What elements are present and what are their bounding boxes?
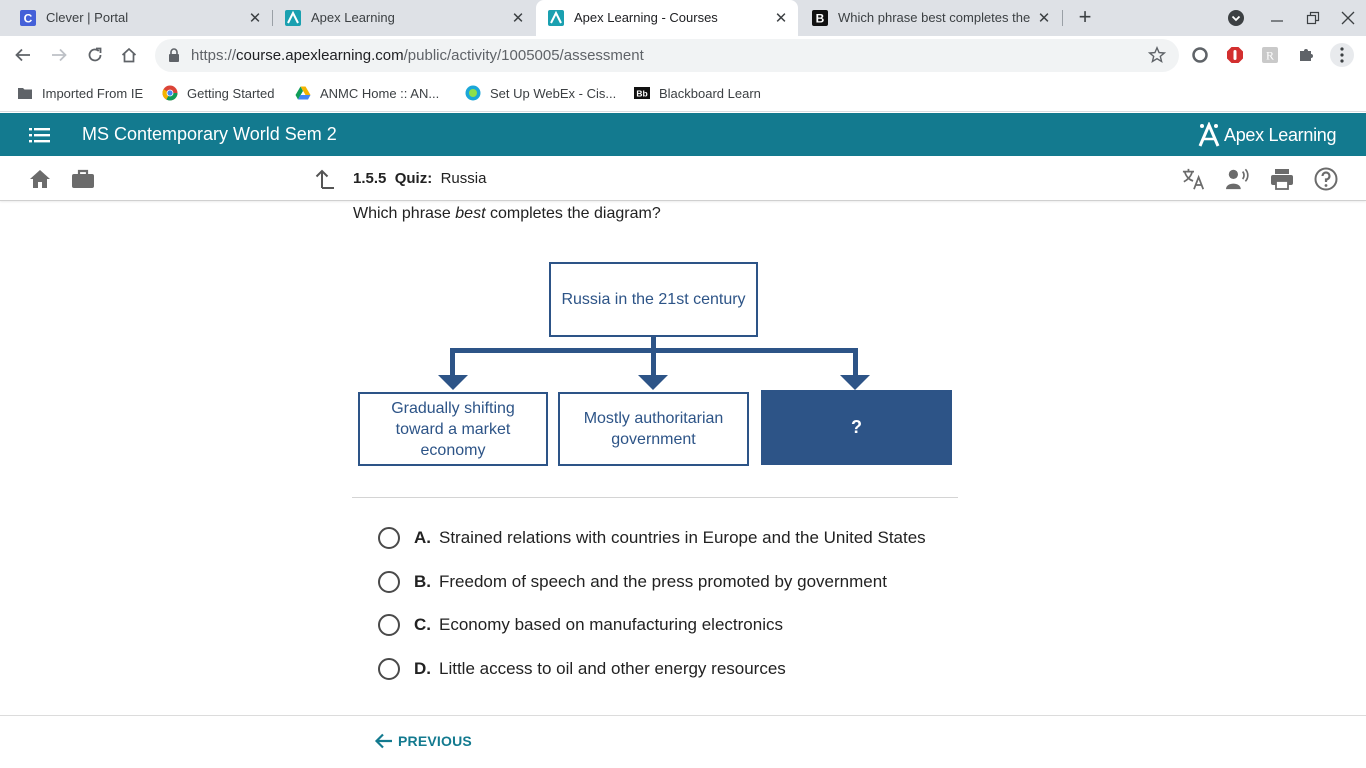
arrow-left-icon xyxy=(374,732,394,750)
radio-button[interactable] xyxy=(378,571,400,593)
tab-brainly-question[interactable] xyxy=(800,0,1062,36)
answer-text: Strained relations with countries in Europe and the United States xyxy=(439,528,926,547)
answer-option-a[interactable] xyxy=(378,525,926,551)
home-icon[interactable] xyxy=(118,44,140,66)
menu-icon[interactable] xyxy=(29,126,51,144)
apex-favicon-icon xyxy=(285,10,301,26)
tab-close-icon[interactable]: ✕ xyxy=(511,10,525,27)
bookmark-blackboard[interactable] xyxy=(634,84,761,102)
previous-button[interactable] xyxy=(374,732,472,750)
answer-letter: A. xyxy=(414,528,431,547)
tab-clever-portal[interactable] xyxy=(8,0,270,36)
answer-letter: D. xyxy=(414,659,431,678)
question-emphasis: best xyxy=(455,205,486,222)
svg-text:Bb: Bb xyxy=(636,88,648,99)
course-title: MS Contemporary World Sem 2 xyxy=(82,124,337,144)
svg-text:C: C xyxy=(23,11,33,26)
apex-logo-mark-icon xyxy=(1198,122,1220,148)
bookmark-webex[interactable] xyxy=(465,84,616,102)
activity-kind: Quiz: xyxy=(394,170,433,187)
minimize-icon[interactable] xyxy=(1267,8,1287,28)
browser-tab-strip xyxy=(0,0,1366,36)
activity-title xyxy=(353,170,486,187)
folder-icon xyxy=(17,85,33,101)
radio-button[interactable] xyxy=(378,614,400,636)
diagram-unknown-box: ? xyxy=(761,390,952,465)
bookmark-imported-from-ie[interactable] xyxy=(17,84,143,102)
apex-learning-logo[interactable] xyxy=(1198,122,1336,148)
help-icon[interactable] xyxy=(1314,167,1338,191)
activity-toolbar xyxy=(0,156,1366,201)
tab-separator xyxy=(1062,10,1063,26)
radio-button[interactable] xyxy=(378,527,400,549)
url-text: https://course.apexlearning.com/public/activity/1005005/assessment xyxy=(191,47,644,64)
r-extension-icon[interactable] xyxy=(1259,44,1281,66)
answer-option-b[interactable] xyxy=(378,569,887,595)
brainly-favicon-icon xyxy=(812,10,828,26)
logo-text: Apex Learning xyxy=(1224,124,1337,145)
tab-title: Which phrase best completes the xyxy=(838,10,1030,25)
diagram-top-box: Russia in the 21st century xyxy=(549,262,758,337)
bookmark-label: Getting Started xyxy=(187,85,275,101)
activity-number: 1.5.5 xyxy=(353,170,387,187)
clever-favicon-icon xyxy=(20,10,36,26)
divider xyxy=(352,497,958,498)
extensions-puzzle-icon[interactable] xyxy=(1295,44,1317,66)
close-window-icon[interactable] xyxy=(1338,8,1358,28)
blackboard-icon xyxy=(634,85,650,101)
bookmark-star-icon[interactable] xyxy=(1148,46,1166,64)
tab-apex-learning[interactable] xyxy=(273,0,535,36)
answer-option-c[interactable] xyxy=(378,612,783,638)
lock-icon xyxy=(168,48,180,62)
bookmarks-bar xyxy=(0,75,1366,112)
answer-option-d[interactable] xyxy=(378,656,786,682)
read-aloud-icon[interactable] xyxy=(1226,167,1250,191)
browser-toolbar xyxy=(0,36,1366,75)
bookmark-label: Imported From IE xyxy=(42,85,144,101)
bookmark-getting-started[interactable] xyxy=(162,84,274,102)
answer-text: Little access to oil and other energy resources xyxy=(439,659,786,678)
translate-icon[interactable] xyxy=(1182,167,1206,191)
google-drive-icon xyxy=(295,85,311,101)
diagram-middle-box: Mostly authoritarian government xyxy=(558,392,749,466)
new-tab-button[interactable]: + xyxy=(1078,4,1092,29)
bookmark-label: ANMC Home :: AN... xyxy=(320,85,440,101)
webex-icon xyxy=(465,85,481,101)
reload-icon[interactable] xyxy=(84,44,106,66)
forward-icon[interactable] xyxy=(48,44,70,66)
svg-text:R: R xyxy=(1265,48,1275,63)
answer-letter: B. xyxy=(414,572,431,591)
print-icon[interactable] xyxy=(1270,167,1294,191)
up-level-icon[interactable] xyxy=(313,167,337,191)
tab-apex-courses[interactable] xyxy=(536,0,798,36)
svg-text:B: B xyxy=(815,11,825,26)
chrome-menu-icon[interactable] xyxy=(1330,43,1354,67)
extension-circle-icon[interactable] xyxy=(1189,44,1211,66)
quiz-footer xyxy=(0,715,1366,768)
tab-title: Apex Learning xyxy=(311,10,395,25)
apex-favicon-icon xyxy=(548,10,564,26)
radio-button[interactable] xyxy=(378,658,400,680)
diagram-left-box: Gradually shifting toward a market economy xyxy=(358,392,548,466)
briefcase-icon[interactable] xyxy=(71,167,95,191)
answer-text: Freedom of speech and the press promoted by government xyxy=(439,572,887,591)
activity-name: Russia xyxy=(440,170,487,187)
bookmark-label: Set Up WebEx - Cis... xyxy=(490,85,617,101)
tab-close-icon[interactable]: ✕ xyxy=(1037,10,1051,27)
chrome-icon xyxy=(162,85,178,101)
answer-letter: C. xyxy=(414,615,431,634)
bookmark-label: Blackboard Learn xyxy=(659,85,761,101)
restore-icon[interactable] xyxy=(1303,8,1323,28)
adblock-extension-icon[interactable] xyxy=(1224,44,1246,66)
tab-close-icon[interactable]: ✕ xyxy=(248,10,262,27)
question-prompt: Which phrase best completes the diagram? xyxy=(353,205,661,222)
previous-label: PREVIOUS xyxy=(398,733,472,749)
back-icon[interactable] xyxy=(12,44,34,66)
tab-search-icon[interactable] xyxy=(1226,8,1246,28)
tab-title: Apex Learning - Courses xyxy=(574,10,718,25)
hierarchy-diagram xyxy=(353,255,958,475)
course-header xyxy=(0,113,1366,156)
tab-close-icon[interactable]: ✕ xyxy=(774,10,788,27)
bookmark-anmc-home[interactable] xyxy=(295,84,439,102)
address-bar[interactable] xyxy=(155,39,1179,72)
tab-title: Clever | Portal xyxy=(46,10,129,25)
home-icon[interactable] xyxy=(28,167,52,191)
answer-text: Economy based on manufacturing electronics xyxy=(439,615,783,634)
